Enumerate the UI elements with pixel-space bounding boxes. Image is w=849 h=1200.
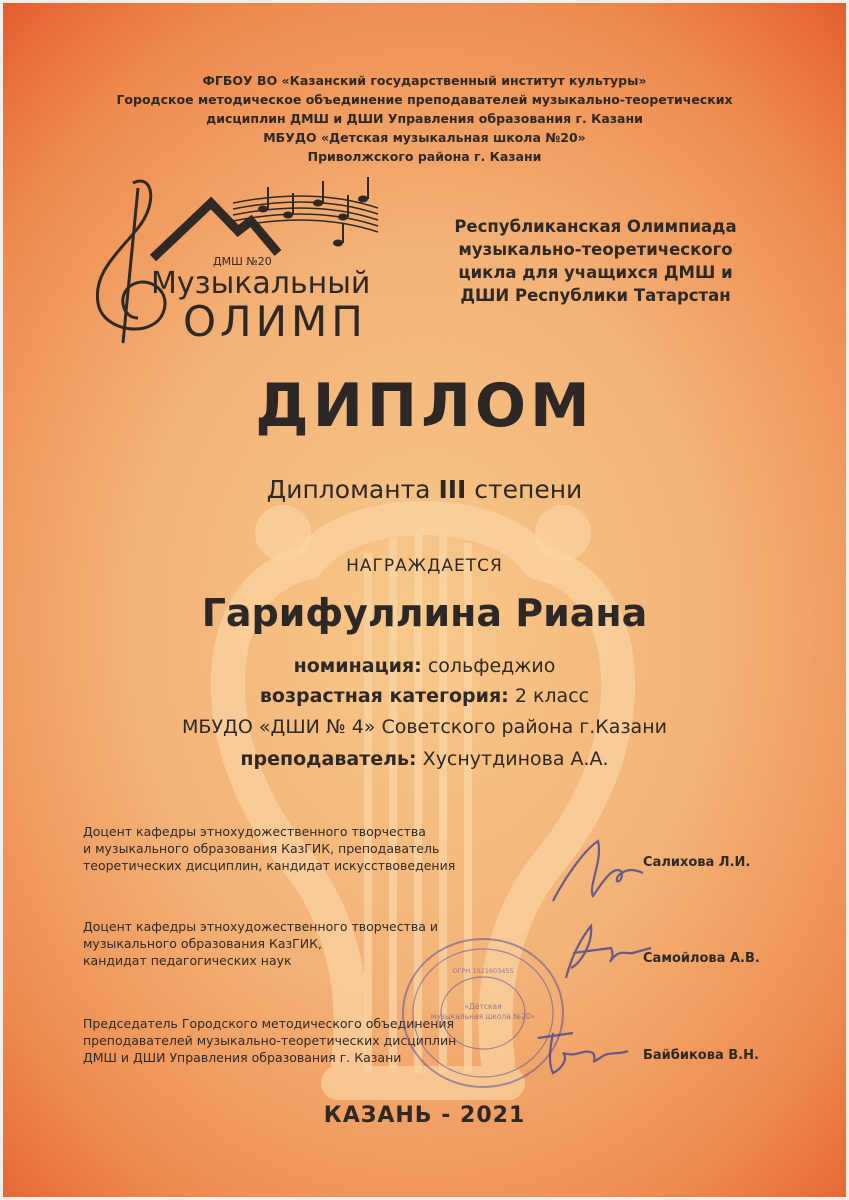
stamp-line: «Детская bbox=[464, 1002, 502, 1011]
nomination-line bbox=[3, 655, 846, 677]
olympiad-title bbox=[423, 215, 768, 307]
degree-level: III bbox=[438, 475, 467, 504]
teacher-label: преподаватель: bbox=[240, 748, 417, 770]
signatory-title-line: кандидат педагогических наук bbox=[83, 953, 292, 968]
header-line: ФГБОУ ВО «Казанский государственный институт культуры» bbox=[202, 73, 647, 88]
music-olympus-logo bbox=[63, 173, 393, 348]
signatory-title-line: Доцент кафедры этнохудожественного творчества bbox=[83, 824, 426, 839]
signature-3 bbox=[528, 1023, 638, 1083]
header-line: дисциплин ДМШ и ДШИ Управления образования г. Казани bbox=[206, 111, 643, 126]
teacher-value: Хуснутдинова А.А. bbox=[422, 748, 609, 770]
signatory-title-line: Председатель Городского методического объединения bbox=[83, 1016, 455, 1031]
organizers-header bbox=[3, 71, 846, 166]
degree-line bbox=[3, 475, 846, 504]
olympiad-line: Республиканская Олимпиада bbox=[454, 217, 737, 236]
signatory-name-1: Салихова Л.И. bbox=[643, 855, 751, 870]
degree-suffix: степени bbox=[474, 475, 583, 504]
header-line: Приволжского района г. Казани bbox=[307, 149, 542, 164]
stamp-line: музыкальная школа №20» bbox=[430, 1012, 536, 1021]
degree-prefix: Дипломанта bbox=[266, 475, 431, 504]
age-category-line bbox=[3, 685, 846, 707]
city-year: КАЗАНЬ - 2021 bbox=[323, 1103, 526, 1128]
logo-line1: Музыкальный bbox=[151, 266, 371, 301]
signatory-title-line: и музыкального образования КазГИК, преподаватель bbox=[83, 841, 440, 856]
logo-school: ДМШ №20 bbox=[213, 255, 272, 268]
signatory-title-line: теоретических дисциплин, кандидат искусствоведения bbox=[83, 858, 456, 873]
signatory-name-2: Самойлова А.В. bbox=[643, 951, 760, 966]
olympiad-line: музыкально-теоретического bbox=[458, 240, 733, 259]
header-line: Городское методическое объединение преподавателей музыкально-теоретических bbox=[116, 92, 733, 107]
signature-2 bbox=[551, 918, 661, 988]
signature-1 bbox=[543, 831, 653, 911]
age-category-value: 2 класс bbox=[514, 685, 590, 707]
stamp-ogrn: ОГРН 1021603455 bbox=[452, 967, 514, 975]
signatory-title-line: преподавателей музыкально-теоретических дисциплин bbox=[83, 1033, 457, 1048]
school-line: МБУДО «ДШИ № 4» Советского района г.Казани bbox=[182, 716, 667, 738]
signatory-title-line: ДМШ и ДШИ Управления образования г. Казани bbox=[83, 1050, 402, 1065]
awarded-label: НАГРАЖДАЕТСЯ bbox=[346, 556, 503, 576]
diploma-sheet bbox=[3, 3, 846, 1197]
nomination-value: сольфеджио bbox=[427, 655, 556, 677]
teacher-line bbox=[3, 748, 846, 770]
signatory-title-line: музыкального образования КазГИК, bbox=[83, 936, 322, 951]
signatory-title-1 bbox=[83, 823, 523, 874]
header-line: МБУДО «Детская музыкальная школа №20» bbox=[263, 130, 586, 145]
diploma-title: ДИПЛОМ bbox=[255, 371, 594, 441]
signatory-title-line: Доцент кафедры этнохудожественного творчества и bbox=[83, 919, 439, 934]
recipient-name: Гарифуллина Риана bbox=[201, 591, 648, 635]
age-category-label: возрастная категория: bbox=[259, 685, 509, 707]
nomination-label: номинация: bbox=[293, 655, 422, 677]
logo-line2: ОЛИМП bbox=[183, 297, 367, 346]
olympiad-line: ДШИ Республики Татарстан bbox=[460, 286, 731, 305]
signatory-name-3: Байбикова В.Н. bbox=[643, 1048, 759, 1063]
olympiad-line: цикла для учащихся ДМШ и bbox=[458, 263, 733, 282]
